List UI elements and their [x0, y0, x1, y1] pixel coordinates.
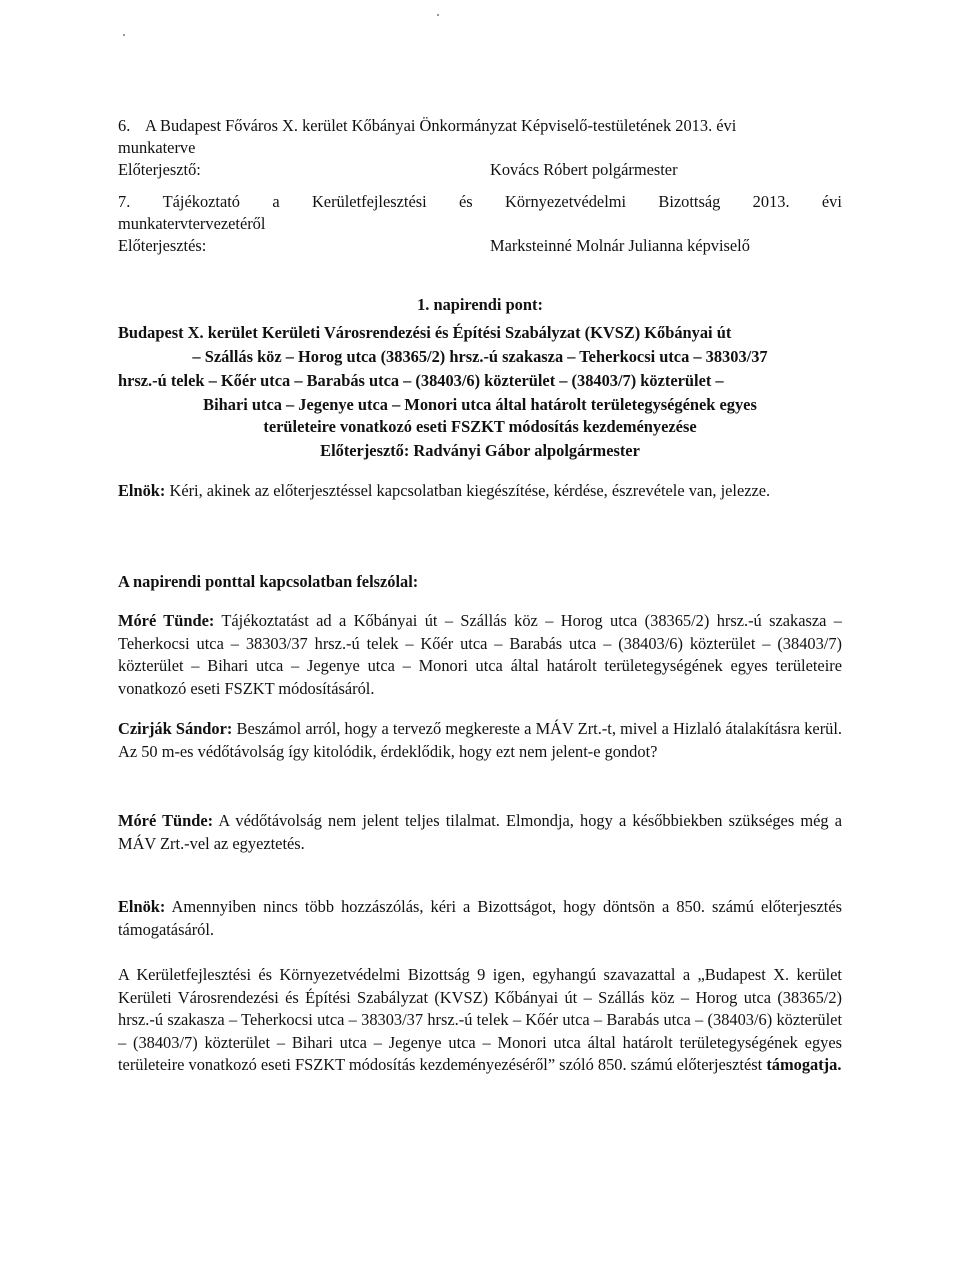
list-item-7-line1: [118, 192, 842, 212]
scan-speck: [437, 14, 439, 16]
resolution-paragraph: [118, 964, 842, 1077]
speech: [118, 810, 842, 855]
list-item-7-word: évi: [821, 192, 842, 211]
list-item-6-line2: munkaterve: [118, 138, 196, 157]
list-item-6-line1: A Budapest Főváros X. kerület Kőbányai Önkormányzat Képviselő-testületének 2013. évi: [145, 116, 737, 135]
agenda-title-line-3: hrsz.-ú telek – Kőér utca – Barabás utca – (38403/6) közterület – (38403/7) közterület –: [118, 371, 724, 390]
speech-text: Kéri, akinek az előterjesztéssel kapcsolatban kiegészítése, kérdése, észrevétele van, jelezze.: [169, 481, 771, 500]
chair-intro: [118, 480, 842, 503]
agenda-title-line-1: Budapest X. kerület Kerületi Városrendezési és Építési Szabályzat (KVSZ) Kőbányai út: [118, 323, 732, 342]
speaker-name: Czirják Sándor:: [118, 719, 233, 738]
list-item-7-number: 7.: [118, 192, 131, 211]
speaker-name: Elnök:: [118, 897, 166, 916]
speaker-name: Móré Tünde:: [118, 611, 215, 630]
resolution-text: A Kerületfejlesztési és Környezetvédelmi Bizottság 9 igen, egyhangú szavazattal a „Budapest X. kerület Kerületi Városrendezési és Építési Szabályzat (KVSZ) Kőbányai út – Szállás köz – Horog utca (38365/2) hrsz.-ú szakasza – Teherkocsi utca – 38303/37 hrsz.-ú telek – Kőér utca – Barabás utca – (38403/6) közterület – (38403/7) közterület – Bihari utca – Jegenye utca – Monori utca által határolt területegységének egyes területeire vonatkozó eseti FSZKT módosítás kezdeményezéséről” szóló 850. számú előterjesztést: [118, 965, 842, 1074]
discussion-heading: A napirendi ponttal kapcsolatban felszólal:: [118, 572, 419, 591]
agenda-presenter: Előterjesztő: Radványi Gábor alpolgármester: [320, 441, 640, 460]
list-item-6-presenter-label: Előterjesztő:: [118, 160, 201, 179]
list-item-7-word: a: [272, 192, 280, 211]
agenda-heading: 1. napirendi pont:: [417, 295, 543, 314]
list-item-7-line2: munkatervtervezetéről: [118, 214, 266, 233]
scan-speck: [123, 34, 125, 36]
list-item-7-word: 2013.: [752, 192, 790, 211]
speech-text: Amennyiben nincs több hozzászólás, kéri a Bizottságot, hogy döntsön a 850. számú előterjesztés támogatásáról.: [118, 897, 842, 939]
list-item-7-word: Környezetvédelmi: [505, 192, 627, 211]
speech-text: A védőtávolság nem jelent teljes tilalmat. Elmondja, hogy a későbbiekben szükséges még a MÁV Zrt.-vel az egyeztetés.: [118, 811, 842, 853]
speech-text: Tájékoztatást ad a Kőbányai út – Szállás köz – Horog utca (38365/2) hrsz.-ú szakasza – Teherkocsi utca – 38303/37 hrsz.-ú telek – Kőér utca – Barabás utca – (38403/6) közterület – (38403/7) közterület – Bihari utca – Jegenye utca – Monori utca által határolt területegységének egyes területeire vonatkozó eseti FSZKT módosításáról.: [118, 611, 843, 698]
list-item-6-number: 6.: [118, 116, 131, 135]
list-item-6-presenter: Kovács Róbert polgármester: [490, 160, 678, 179]
list-item-7-presenter: Marksteinné Molnár Julianna képviselő: [490, 236, 750, 255]
list-item-7-word: Kerületfejlesztési: [311, 192, 427, 211]
speech-text: Beszámol arról, hogy a tervező megkereste a MÁV Zrt.-t, mivel a Hizlaló átalakításra kerül. Az 50 m-es védőtávolság így kitolódik, érdeklődik, hogy ezt nem jelent-e gondot?: [118, 719, 842, 761]
agenda-title-line-2: – Szállás köz – Horog utca (38365/2) hrsz.-ú szakasza – Teherkocsi utca – 38303/37: [192, 347, 768, 366]
speaker-name: Elnök:: [118, 481, 166, 500]
resolution-emphasis: támogatja.: [766, 1055, 842, 1074]
agenda-title-line-5: területeire vonatkozó eseti FSZKT módosítás kezdeményezése: [263, 417, 697, 436]
agenda-title-line-4: Bihari utca – Jegenye utca – Monori utca által határolt területegységének egyes: [203, 395, 757, 414]
list-item-7-presenter-label: Előterjesztés:: [118, 236, 207, 255]
list-item-7-word: és: [459, 192, 473, 211]
speech: [118, 718, 842, 763]
list-item-7-word: Tájékoztató: [162, 192, 240, 211]
list-item-7-word: Bizottság: [658, 192, 721, 211]
speech: [118, 896, 842, 941]
speech: [118, 610, 842, 700]
speaker-name: Móré Tünde:: [118, 811, 214, 830]
